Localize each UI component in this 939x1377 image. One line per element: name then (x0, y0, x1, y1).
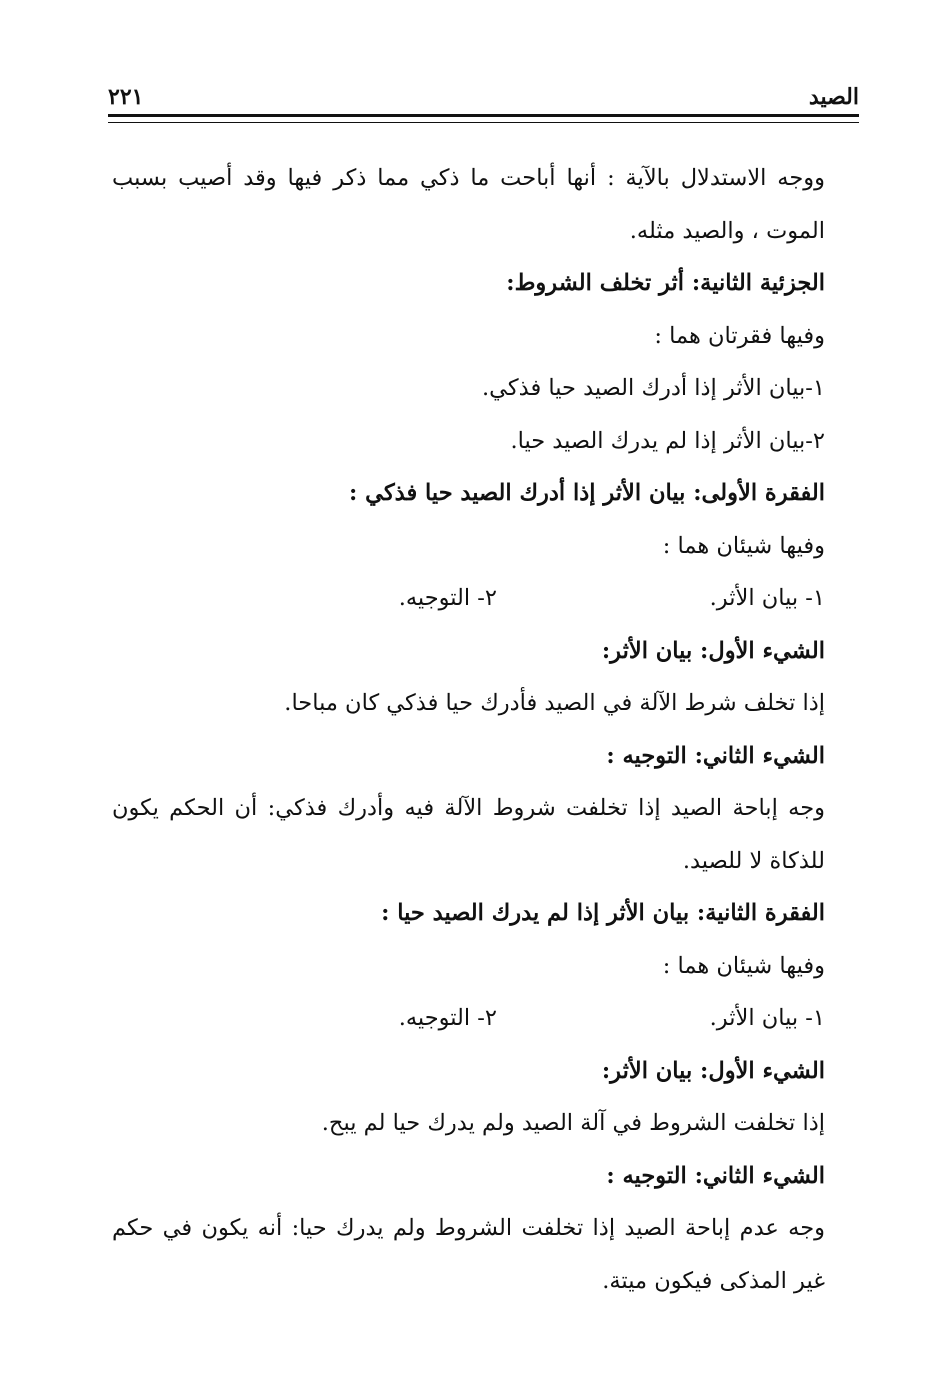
list-item-2: ٢-بيان الأثر إذا لم يدرك الصيد حيا. (510, 427, 825, 454)
two-column-list (112, 572, 855, 625)
list-item-1: ١-بيان الأثر إذا أدرك الصيد حيا فذكي. (482, 375, 825, 401)
paragraph-intro: وفيها شيئان هما : (662, 532, 825, 559)
point-heading-effect: الشيء الأول: بيان الأثر: (601, 637, 825, 664)
point-heading-justification: الشيء الثاني: التوجيه : (606, 742, 825, 769)
paragraph-intro: وفيها شيئان هما : (662, 952, 825, 979)
list-item-effect: ١- بيان الأثر. (709, 585, 825, 611)
running-header (108, 82, 859, 112)
subsection-heading-second: الفقرة الثانية: بيان الأثر إذا لم يدرك الصيد حيا : (381, 900, 825, 926)
point-heading-effect: الشيء الأول: بيان الأثر: (601, 1057, 825, 1084)
paragraph-intro: وفيها فقرتان هما : (654, 322, 825, 349)
page-number: ٢٢١ (108, 84, 144, 110)
paragraph-justification: وجه عدم إباحة الصيد إذا تخلفت الشروط ولم يدرك حيا: أنه يكون في حكم غير المذكى فيكون ميتة. (112, 1215, 825, 1294)
paragraph-ruling: إذا تخلفت الشروط في آلة الصيد ولم يدرك حيا لم يبح. (321, 1110, 825, 1136)
header-rule-thick (108, 114, 859, 117)
list-item-justification: ٢- التوجيه. (398, 1005, 497, 1031)
page-body (112, 152, 855, 1307)
subsection-heading-first: الفقرة الأولى: بيان الأثر إذا أدرك الصيد حيا فذكي : (349, 480, 825, 506)
paragraph-ruling: إذا تخلف شرط الآلة في الصيد فأدرك حيا فذكي كان مباحا. (284, 690, 825, 716)
paragraph-evidence: ووجه الاستدلال بالآية : أنها أباحت ما ذكي مما ذكر فيها وقد أصيب بسبب الموت ، والصيد مثله. (112, 165, 825, 244)
section-heading-effect: الجزئية الثانية: أثر تخلف الشروط: (506, 270, 825, 296)
header-rule-thin (108, 122, 859, 123)
list-item-justification: ٢- التوجيه. (398, 585, 497, 611)
point-heading-justification: الشيء الثاني: التوجيه : (606, 1162, 825, 1189)
chapter-title: الصيد (808, 84, 859, 110)
paragraph-justification: وجه إباحة الصيد إذا تخلفت شروط الآلة فيه وأدرك فذكي: أن الحكم يكون للذكاة لا للصيد. (112, 795, 825, 874)
two-column-list (112, 992, 855, 1045)
list-item-effect: ١- بيان الأثر. (709, 1005, 825, 1031)
